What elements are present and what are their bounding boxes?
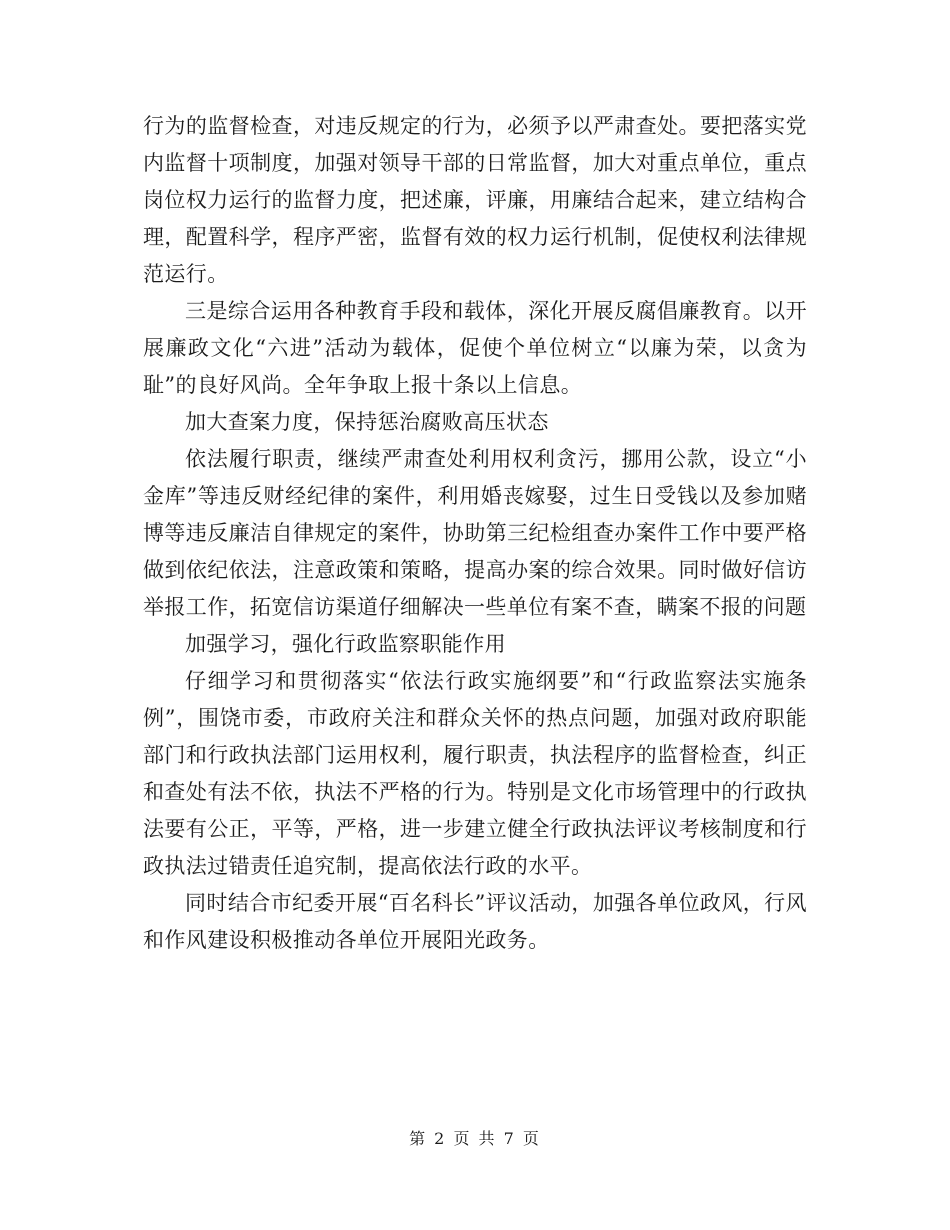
paragraph-education: 三是综合运用各种教育手段和载体，深化开展反腐倡廉教育。以开展廉政文化“六进”活动为载体，促使个单位树立“以廉为荣，以贪为耻”的良好风尚。全年争取上报十条以上信息。 [143,299,807,397]
section-heading-case-investigation: 加大查案力度，保持惩治腐败高压状态 [185,410,549,434]
document-body [143,108,807,959]
section-heading-administrative-supervision: 加强学习，强化行政监察职能作用 [185,632,506,656]
paragraph-administrative-supervision: 仔细学习和贯彻落实“依法行政实施纲要”和“行政监察法实施条例”，围饶市委，市政府关注和群众关怀的热点问题，加强对政府职能部门和行政执法部门运用权利，履行职责，执法程序的监督检查，纠正和查处有法不依，执法不严格的行为。特别是文化市场管理中的行政执法要有公正，平等，严格，进一步建立健全行政执法评议考核制度和行政执法过错责任追究制，提高依法行政的水平。 [143,669,807,878]
paragraph-supervision-continued: 行为的监督检查，对违反规定的行为，必须予以严肃查处。要把落实党内监督十项制度，加强对领导干部的日常监督，加大对重点单位，重点岗位权力运行的监督力度，把述廉，评廉，用廉结合起来，建立结构合理，配置科学，程序严密，监督有效的权力运行机制，促使权利法律规范运行。 [143,114,807,286]
paragraph-case-investigation: 依法履行职责，继续严肃查处利用权利贪污，挪用公款，设立“小金库”等违反财经纪律的案件，利用婚丧嫁娶，过生日受钱以及参加赌博等违反廉洁自律规定的案件，协助第三纪检组查办案件工作中要严格做到依纪依法，注意政策和策略，提高办案的综合效果。同时做好信访举报工作，拓宽信访渠道仔细解决一些单位有案不查，瞒案不报的问题 [143,447,807,619]
paragraph-section-chief-review: 同时结合市纪委开展“百名科长”评议活动，加强各单位政风，行风和作风建设积极推动各单位开展阳光政务。 [143,891,807,952]
page-number-footer: 第 2 页 共 7 页 [409,1129,541,1148]
